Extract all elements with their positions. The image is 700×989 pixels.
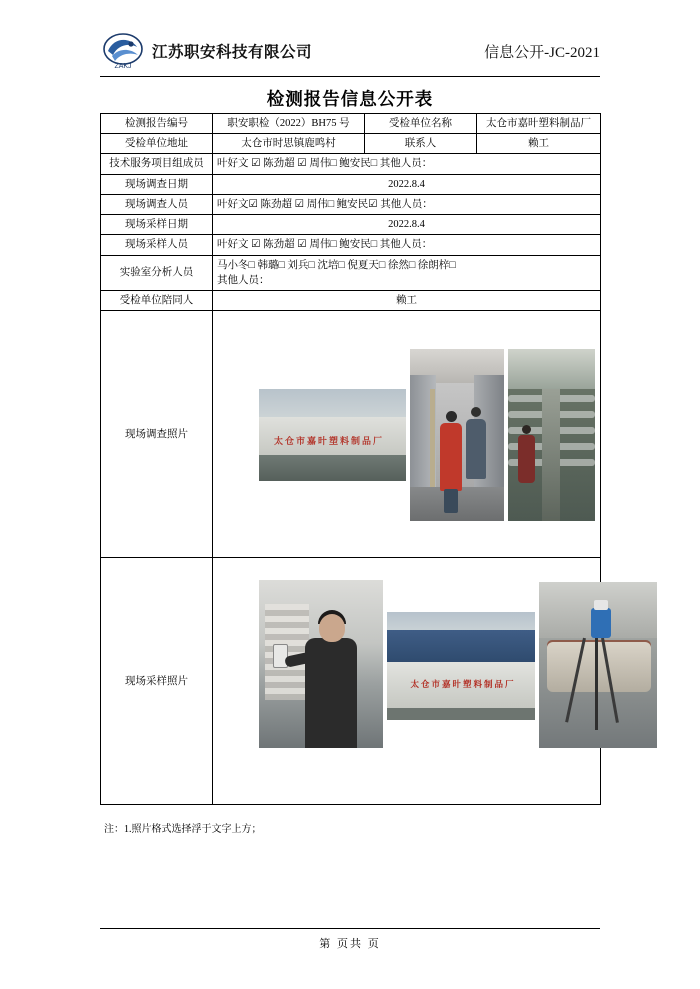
photo-aisle: [542, 389, 560, 521]
table-row: [101, 154, 601, 174]
table-row: [101, 114, 601, 134]
lab-staff-line-2: 其他人员：: [217, 274, 270, 286]
survey-photo-group: [217, 313, 596, 555]
photo-ground: [387, 708, 535, 720]
table-row: [101, 174, 601, 194]
document-header: [100, 28, 600, 77]
sampling-date-label: 现场采样日期: [101, 215, 213, 235]
photo-ground: [259, 455, 406, 481]
footnote: 注：1.照片格式选择浮于文字上方；: [104, 824, 262, 835]
report-no-value: 职安职检（2022）BH75 号: [213, 114, 365, 134]
photo-person-red: [440, 423, 462, 491]
client-name-label: 受检单位名称: [365, 114, 477, 134]
sampling-photos-label: 现场采样照片: [101, 558, 213, 805]
tech-team-value: 叶好文 ☑ 陈劲超 ☑ 周伟□ 鲍安民□ 其他人员：: [213, 154, 601, 174]
photo-spinning-machines: [508, 349, 595, 521]
photo-machine-body: [547, 642, 651, 692]
table-row-sampling-photos: [101, 558, 601, 805]
photo-blue-roof: [387, 630, 535, 664]
header-left-group: [100, 31, 312, 71]
svg-text:ZAKJ: ZAKJ: [114, 63, 132, 70]
photo-sampling-device-top: [594, 600, 608, 610]
table-row: [101, 194, 601, 214]
client-addr-label: 受检单位地址: [101, 134, 213, 154]
photo-person-red-head: [446, 411, 457, 422]
photo-worker-with-meter: [259, 580, 383, 748]
photo-pole: [430, 389, 435, 503]
client-addr-value: 太仓市时思镇鹿鸣村: [213, 134, 365, 154]
survey-photos-cell: [213, 311, 601, 558]
photo-sky: [259, 389, 406, 419]
sampling-photos-cell: [213, 558, 601, 805]
company-logo-icon: [100, 31, 146, 71]
document-number: 信息公开-JC-2021: [484, 44, 600, 61]
photo-wall-text: 太仓市嘉旪塑料制品厂: [410, 679, 516, 690]
page-title: 检测报告信息公开表: [266, 89, 434, 109]
survey-date-value: 2022.8.4: [213, 174, 601, 194]
sampling-staff-label: 现场采样人员: [101, 235, 213, 255]
escort-label: 受检单位陪同人: [101, 290, 213, 310]
table-row: [101, 215, 601, 235]
lab-staff-label: 实验室分析人员: [101, 255, 213, 290]
photo-sampling-device: [591, 608, 611, 638]
page-footer: [100, 928, 600, 951]
photo-factory-wall: [259, 389, 406, 481]
sampling-staff-value: 叶好文 ☑ 陈劲超 ☑ 周伟□ 鲍安民□ 其他人员：: [213, 235, 601, 255]
company-name: 江苏职安科技有限公司: [152, 44, 313, 61]
page-number-text: 第 页共 页: [319, 938, 381, 950]
sampling-date-value: 2022.8.4: [213, 215, 601, 235]
photo-worker-body: [305, 638, 357, 748]
sampling-photo-group: [217, 560, 596, 802]
photo-factory-building: [387, 612, 535, 720]
client-name-value: 太仓市嘉旪塑料制品厂: [477, 114, 601, 134]
survey-staff-value: 叶好文☑ 陈劲超 ☑ 周伟□ 鲍安民☑ 其他人员：: [213, 194, 601, 214]
lab-staff-value: [213, 255, 601, 290]
escort-value: 赖工: [213, 290, 601, 310]
table-row: [101, 255, 601, 290]
contact-value: 赖工: [477, 134, 601, 154]
photo-sampler-tripod: [539, 582, 657, 748]
photo-person-worker: [518, 435, 535, 483]
photo-tripod-leg: [595, 638, 598, 730]
tech-team-label: 技术服务项目组成员: [101, 154, 213, 174]
survey-photos-label: 现场调查照片: [101, 311, 213, 558]
photo-workshop-aisle: [410, 349, 504, 521]
survey-staff-label: 现场调查人员: [101, 194, 213, 214]
survey-date-label: 现场调查日期: [101, 174, 213, 194]
table-row: [101, 290, 601, 310]
report-no-label: 检测报告编号: [101, 114, 213, 134]
photo-person-blue: [466, 419, 486, 479]
photo-worker-head: [319, 614, 345, 642]
photo-machine-top: [508, 349, 595, 389]
photo-wall-text: 太仓市嘉旪塑料制品厂: [273, 436, 384, 447]
table-row-survey-photos: [101, 311, 601, 558]
lab-staff-line-1: 马小冬□ 韩璐□ 刘兵□ 沈培□ 倪夏天□ 徐然□ 徐朗梓□: [217, 259, 456, 271]
table-row: [101, 134, 601, 154]
table-row: [101, 235, 601, 255]
report-info-table: [100, 113, 601, 805]
contact-label: 联系人: [365, 134, 477, 154]
